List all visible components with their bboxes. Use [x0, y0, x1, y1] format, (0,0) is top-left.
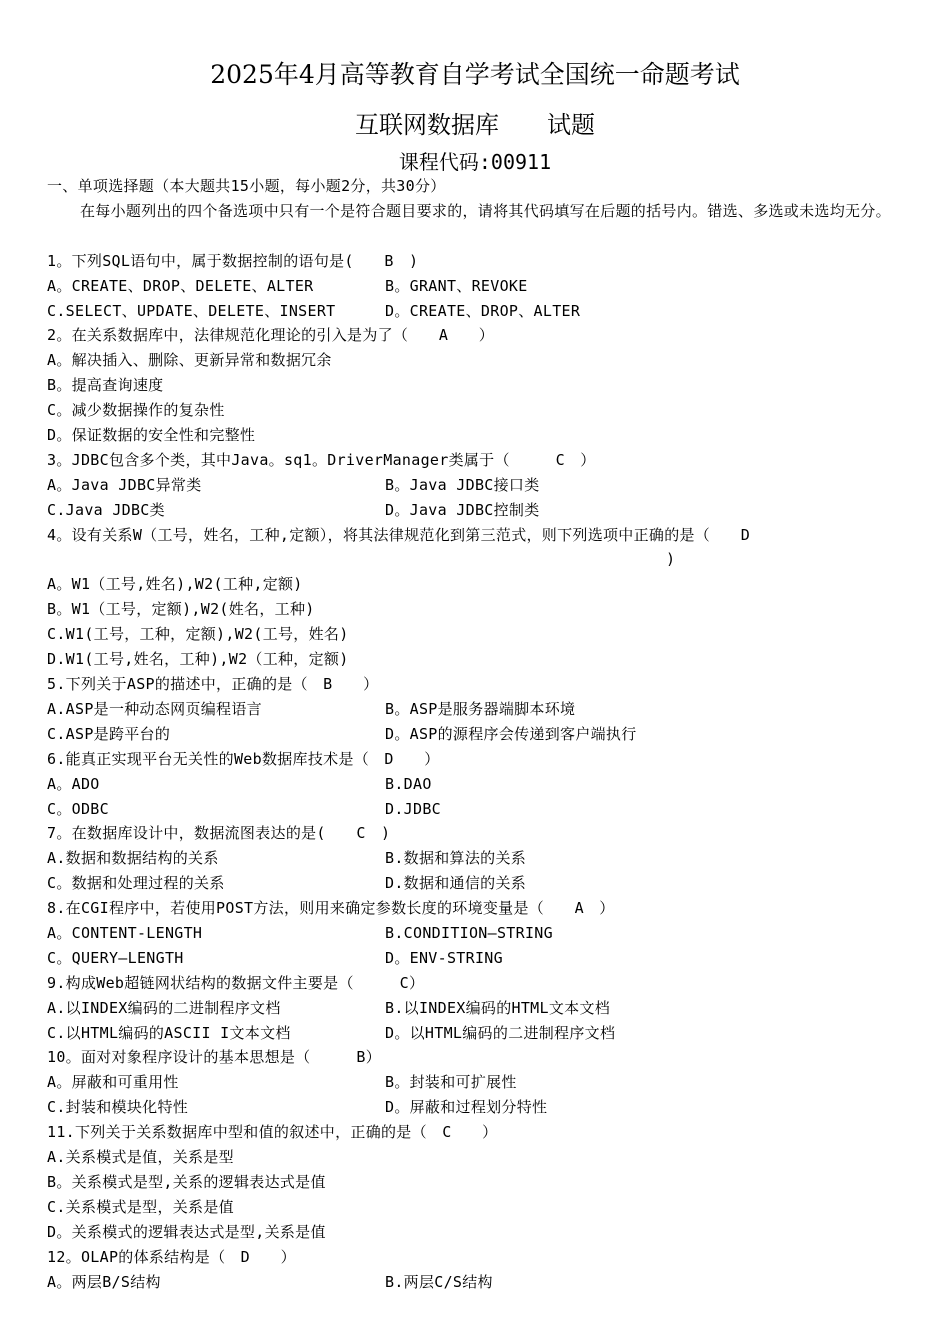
question-7-option-b: B.数据和算法的关系	[385, 849, 527, 867]
question-3-option-d: D。Java JDBC控制类	[385, 501, 540, 519]
question-4-stem: 4。设有关系W（工号，姓名，工种,定额），将其法律规范化到第三范式，则下列选项中正确的是（ D	[47, 526, 751, 544]
question-6-option-a: A。ADO	[47, 775, 100, 793]
question-6-option-c: C。ODBC	[47, 800, 109, 818]
question-2-option-b: B。提高查询速度	[47, 376, 164, 394]
question-7-option-d: D.数据和通信的关系	[385, 874, 527, 892]
question-10-stem: 10。面对对象程序设计的基本思想是（ B）	[47, 1048, 381, 1066]
exam-title: 2025年4月高等教育自学考试全国统一命题考试	[210, 60, 740, 89]
question-8-option-c: C。QUERY—LENGTH	[47, 949, 184, 967]
question-10-option-d: D。屏蔽和过程划分特性	[385, 1098, 548, 1116]
course-code: 课程代码:00911	[398, 150, 552, 174]
question-9-option-c: C.以HTML编码的ASCII I文本文档	[47, 1024, 291, 1042]
question-9-option-a: A.以INDEX编码的二进制程序文档	[47, 999, 281, 1017]
question-11-option-a: A.关系模式是值，关系是型	[47, 1148, 234, 1166]
question-1-option-d: D。CREATE、DROP、ALTER	[385, 302, 581, 320]
question-11-option-c: C.关系模式是型，关系是值	[47, 1198, 234, 1216]
question-2-option-c: C。减少数据操作的复杂性	[47, 401, 225, 419]
question-7-option-c: C。数据和处理过程的关系	[47, 874, 225, 892]
question-10-option-b: B。封装和可扩展性	[385, 1073, 517, 1091]
question-6-stem: 6.能真正实现平台无关性的Web数据库技术是（ D ）	[47, 750, 440, 768]
question-12-stem: 12。OLAP的体系结构是（ D ）	[47, 1248, 296, 1266]
question-6-option-d: D.JDBC	[385, 800, 441, 818]
question-9-option-b: B.以INDEX编码的HTML文本文档	[385, 999, 611, 1017]
question-5-option-a: A.ASP是一种动态网页编程语言	[47, 700, 262, 718]
question-5-option-c: C.ASP是跨平台的	[47, 725, 171, 743]
question-10-option-c: C.封装和模块化特性	[47, 1098, 189, 1116]
question-10-option-a: A。屏蔽和可重用性	[47, 1073, 179, 1091]
question-8-option-d: D。ENV-STRING	[385, 949, 503, 967]
question-8-stem: 8.在CGI程序中，若使用POST方法，则用来确定参数长度的环境变量是（ A ）	[47, 899, 615, 917]
question-5-stem: 5.下列关于ASP的描述中，正确的是（ B ）	[47, 675, 379, 693]
question-1-stem: 1。下列SQL语句中，属于数据控制的语句是( B )	[47, 252, 419, 270]
section-instructions: 在每小题列出的四个备选项中只有一个是符合题目要求的，请将其代码填写在后题的括号内。错选、多选或未选均无分。	[80, 202, 891, 220]
question-4-option-a: A。W1（工号,姓名),W2(工种,定额)	[47, 575, 303, 593]
question-2-option-a: A。解决插入、删除、更新异常和数据冗余	[47, 351, 332, 369]
question-12-option-a: A。两层B/S结构	[47, 1273, 161, 1291]
question-11-option-d: D。关系模式的逻辑表达式是型,关系是值	[47, 1223, 326, 1241]
question-9-option-d: D。以HTML编码的二进制程序文档	[385, 1024, 616, 1042]
question-4-option-c: C.W1(工号，工种，定额),W2(工号，姓名)	[47, 625, 349, 643]
question-1-option-c: C.SELECT、UPDATE、DELETE、INSERT	[47, 302, 336, 320]
question-1-option-a: A。CREATE、DROP、DELETE、ALTER	[47, 277, 314, 295]
question-11-stem: 11.下列关于关系数据库中型和值的叙述中，正确的是（ C ）	[47, 1123, 498, 1141]
question-8-option-a: A。CONTENT-LENGTH	[47, 924, 203, 942]
question-3-stem: 3。JDBC包含多个类，其中Java。sq1。DriverManager类属于（ C ）	[47, 451, 596, 469]
question-8-option-b: B.CONDITION—STRING	[385, 924, 553, 942]
question-5-option-d: D。ASP的源程序会传递到客户端执行	[385, 725, 637, 743]
question-3-option-b: B。Java JDBC接口类	[385, 476, 540, 494]
section-heading: 一、单项选择题（本大题共15小题，每小题2分，共30分）	[47, 177, 446, 195]
question-4-closing-paren: )	[666, 550, 676, 568]
question-2-stem: 2。在关系数据库中，法律规范化理论的引入是为了（ A ）	[47, 326, 495, 344]
question-7-option-a: A.数据和数据结构的关系	[47, 849, 219, 867]
question-2-option-d: D。保证数据的安全性和完整性	[47, 426, 256, 444]
subject-title: 互联网数据库 试题	[355, 111, 595, 139]
question-11-option-b: B。关系模式是型,关系的逻辑表达式是值	[47, 1173, 326, 1191]
question-7-stem: 7。在数据库设计中，数据流图表达的是( C )	[47, 824, 391, 842]
question-1-option-b: B。GRANT、REVOKE	[385, 277, 528, 295]
question-3-option-c: C.Java JDBC类	[47, 501, 165, 519]
question-9-stem: 9.构成Web超链网状结构的数据文件主要是（ C）	[47, 974, 425, 992]
question-12-option-b: B.两层C/S结构	[385, 1273, 493, 1291]
question-6-option-b: B.DAO	[385, 775, 432, 793]
question-4-option-b: B。W1（工号，定额),W2(姓名，工种)	[47, 600, 315, 618]
question-3-option-a: A。Java JDBC异常类	[47, 476, 202, 494]
question-5-option-b: B。ASP是服务器端脚本环境	[385, 700, 576, 718]
question-4-option-d: D.W1(工号,姓名，工种),W2（工种，定额)	[47, 650, 349, 668]
